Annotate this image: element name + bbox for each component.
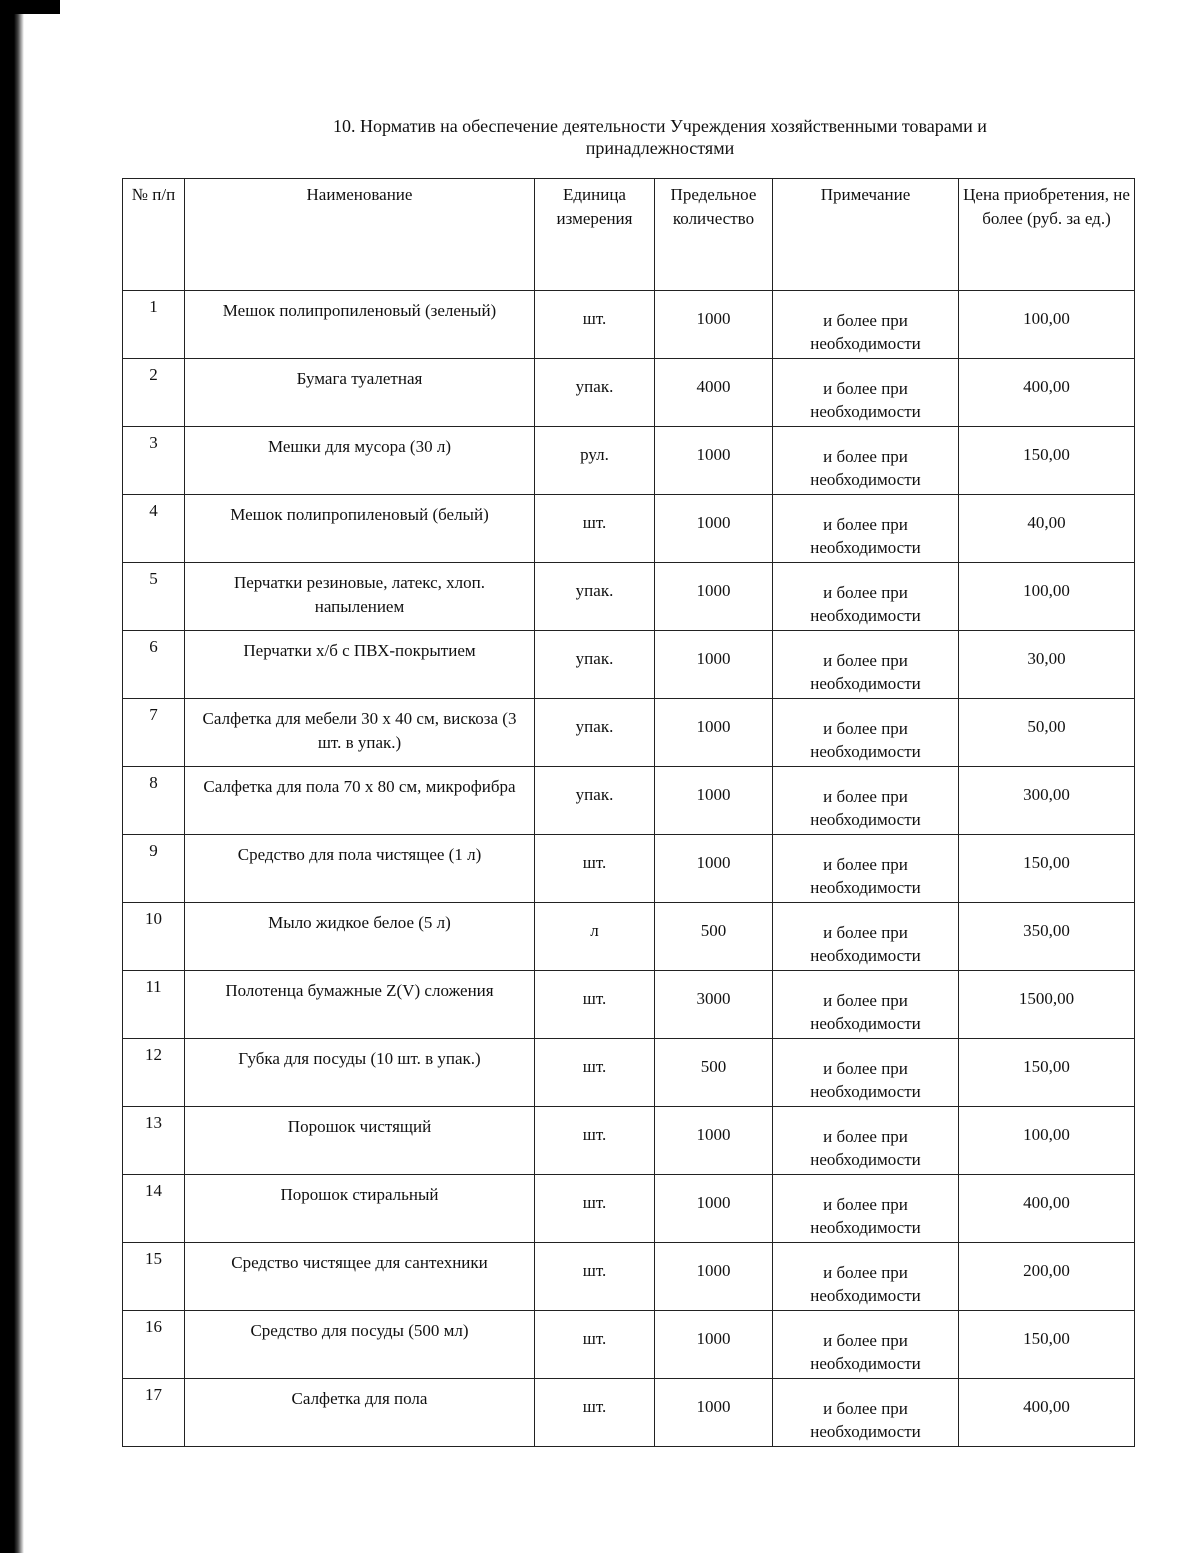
cell-qty: 1000: [655, 1243, 773, 1311]
cell-note: и более при необходимости: [773, 971, 959, 1039]
cell-num: 6: [123, 631, 185, 699]
cell-price: 1500,00: [959, 971, 1135, 1039]
cell-unit: шт.: [535, 1175, 655, 1243]
document-title: [150, 114, 1170, 160]
cell-qty: 1000: [655, 1107, 773, 1175]
cell-price: 150,00: [959, 835, 1135, 903]
cell-num: 12: [123, 1039, 185, 1107]
cell-num: 13: [123, 1107, 185, 1175]
cell-num: 8: [123, 767, 185, 835]
table-row: [123, 1039, 1135, 1107]
cell-name: Средство для пола чистящее (1 л): [185, 835, 535, 903]
cell-price: 400,00: [959, 1175, 1135, 1243]
cell-qty: 1000: [655, 699, 773, 767]
cell-num: 4: [123, 495, 185, 563]
cell-price: 350,00: [959, 903, 1135, 971]
cell-unit: упак.: [535, 699, 655, 767]
cell-price: 300,00: [959, 767, 1135, 835]
cell-name: Средство чистящее для сантехники: [185, 1243, 535, 1311]
cell-name: Порошок чистящий: [185, 1107, 535, 1175]
cell-note: и более при необходимости: [773, 1039, 959, 1107]
cell-qty: 4000: [655, 359, 773, 427]
cell-qty: 1000: [655, 1311, 773, 1379]
cell-note: и более при необходимости: [773, 835, 959, 903]
cell-price: 200,00: [959, 1243, 1135, 1311]
table-row: [123, 563, 1135, 631]
cell-qty: 1000: [655, 563, 773, 631]
table-row: [123, 427, 1135, 495]
table-row: [123, 291, 1135, 359]
cell-name: Мешки для мусора (30 л): [185, 427, 535, 495]
table-row: [123, 1243, 1135, 1311]
cell-num: 3: [123, 427, 185, 495]
table-row: [123, 1311, 1135, 1379]
cell-qty: 1000: [655, 767, 773, 835]
cell-name: Мыло жидкое белое (5 л): [185, 903, 535, 971]
cell-unit: шт.: [535, 495, 655, 563]
cell-name: Мешок полипропиленовый (зеленый): [185, 291, 535, 359]
cell-note: и более при необходимости: [773, 767, 959, 835]
cell-qty: 1000: [655, 631, 773, 699]
cell-unit: шт.: [535, 835, 655, 903]
table-row: [123, 359, 1135, 427]
cell-name: Порошок стиральный: [185, 1175, 535, 1243]
cell-price: 400,00: [959, 1379, 1135, 1447]
cell-price: 40,00: [959, 495, 1135, 563]
cell-note: и более при необходимости: [773, 495, 959, 563]
table-row: [123, 699, 1135, 767]
cell-price: 400,00: [959, 359, 1135, 427]
cell-name: Полотенца бумажные Z(V) сложения: [185, 971, 535, 1039]
cell-num: 16: [123, 1311, 185, 1379]
cell-price: 30,00: [959, 631, 1135, 699]
cell-unit: л: [535, 903, 655, 971]
cell-name: Губка для посуды (10 шт. в упак.): [185, 1039, 535, 1107]
cell-qty: 1000: [655, 835, 773, 903]
cell-note: и более при необходимости: [773, 1175, 959, 1243]
cell-num: 10: [123, 903, 185, 971]
cell-note: и более при необходимости: [773, 1243, 959, 1311]
cell-note: и более при необходимости: [773, 1379, 959, 1447]
cell-unit: шт.: [535, 1107, 655, 1175]
table-row: [123, 1175, 1135, 1243]
table-body: [123, 291, 1135, 1447]
cell-num: 5: [123, 563, 185, 631]
cell-unit: шт.: [535, 971, 655, 1039]
cell-note: и более при необходимости: [773, 1311, 959, 1379]
cell-note: и более при необходимости: [773, 1107, 959, 1175]
cell-name: Мешок полипропиленовый (белый): [185, 495, 535, 563]
cell-unit: упак.: [535, 359, 655, 427]
cell-qty: 1000: [655, 291, 773, 359]
table-row: [123, 767, 1135, 835]
header-name: Наименование: [185, 179, 535, 291]
norm-table: [122, 178, 1135, 1447]
cell-unit: шт.: [535, 1039, 655, 1107]
cell-qty: 1000: [655, 427, 773, 495]
cell-unit: шт.: [535, 291, 655, 359]
cell-qty: 500: [655, 1039, 773, 1107]
cell-note: и более при необходимости: [773, 427, 959, 495]
cell-qty: 3000: [655, 971, 773, 1039]
title-line-1: 10. Норматив на обеспечение деятельности Учреждения хозяйственными товарами и: [333, 116, 987, 136]
cell-note: и более при необходимости: [773, 699, 959, 767]
table-row: [123, 1379, 1135, 1447]
cell-price: 150,00: [959, 1311, 1135, 1379]
cell-num: 1: [123, 291, 185, 359]
table-row: [123, 495, 1135, 563]
cell-num: 14: [123, 1175, 185, 1243]
table-row: [123, 835, 1135, 903]
header-unit: Единица измерения: [535, 179, 655, 291]
cell-qty: 1000: [655, 1175, 773, 1243]
table-row: [123, 903, 1135, 971]
cell-price: 100,00: [959, 291, 1135, 359]
header-note: Примечание: [773, 179, 959, 291]
scan-border-left: [0, 0, 24, 1553]
cell-note: и более при необходимости: [773, 903, 959, 971]
cell-unit: упак.: [535, 767, 655, 835]
cell-name: Перчатки резиновые, латекс, хлоп. напылением: [185, 563, 535, 631]
cell-name: Салфетка для пола: [185, 1379, 535, 1447]
cell-unit: упак.: [535, 631, 655, 699]
cell-num: 11: [123, 971, 185, 1039]
cell-unit: шт.: [535, 1311, 655, 1379]
cell-price: 100,00: [959, 563, 1135, 631]
cell-note: и более при необходимости: [773, 563, 959, 631]
cell-qty: 1000: [655, 1379, 773, 1447]
header-num: № п/п: [123, 179, 185, 291]
cell-num: 15: [123, 1243, 185, 1311]
cell-price: 150,00: [959, 1039, 1135, 1107]
cell-price: 100,00: [959, 1107, 1135, 1175]
cell-note: и более при необходимости: [773, 291, 959, 359]
cell-price: 50,00: [959, 699, 1135, 767]
cell-unit: шт.: [535, 1379, 655, 1447]
cell-name: Средство для посуды (500 мл): [185, 1311, 535, 1379]
cell-name: Салфетка для пола 70 х 80 см, микрофибра: [185, 767, 535, 835]
cell-unit: упак.: [535, 563, 655, 631]
cell-num: 2: [123, 359, 185, 427]
cell-note: и более при необходимости: [773, 631, 959, 699]
cell-num: 17: [123, 1379, 185, 1447]
cell-num: 9: [123, 835, 185, 903]
cell-unit: рул.: [535, 427, 655, 495]
header-qty: Предельное количество: [655, 179, 773, 291]
scan-border-top: [0, 0, 60, 14]
title-line-2: принадлежностями: [585, 138, 735, 158]
cell-price: 150,00: [959, 427, 1135, 495]
header-price: Цена приобретения, не более (руб. за ед.): [959, 179, 1135, 291]
cell-name: Перчатки х/б с ПВХ-покрытием: [185, 631, 535, 699]
table-row: [123, 631, 1135, 699]
table-row: [123, 1107, 1135, 1175]
table-row: [123, 971, 1135, 1039]
table-header-row: [123, 179, 1135, 291]
cell-unit: шт.: [535, 1243, 655, 1311]
cell-qty: 1000: [655, 495, 773, 563]
cell-qty: 500: [655, 903, 773, 971]
cell-name: Салфетка для мебели 30 х 40 см, вискоза (3 шт. в упак.): [185, 699, 535, 767]
cell-name: Бумага туалетная: [185, 359, 535, 427]
cell-num: 7: [123, 699, 185, 767]
cell-note: и более при необходимости: [773, 359, 959, 427]
